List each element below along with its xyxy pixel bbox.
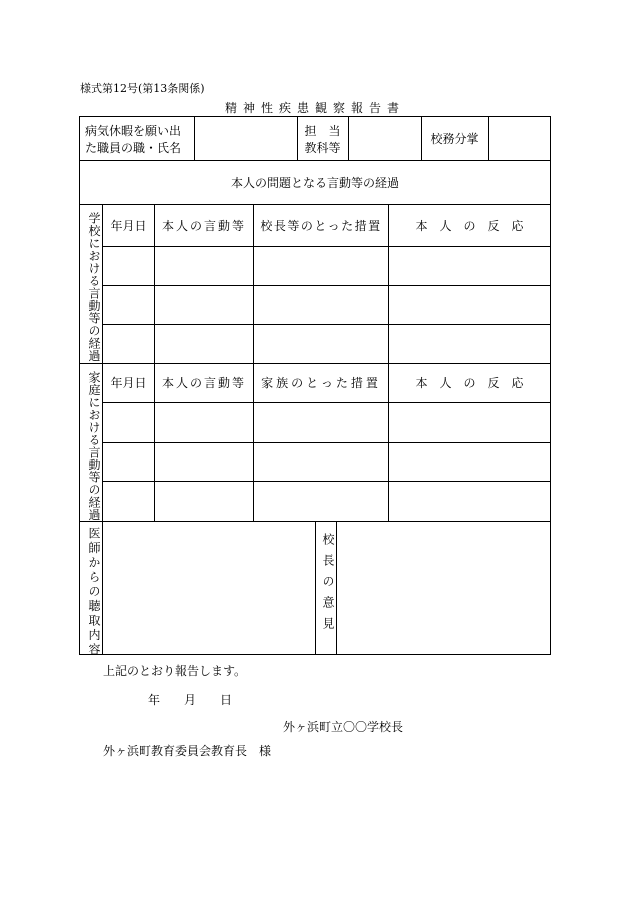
recipient-superintendent: 外ヶ浜町教育委員会教育長 様: [103, 744, 272, 758]
subject-field[interactable]: [349, 118, 420, 159]
school-col-date: 年月日: [110, 218, 147, 233]
home-col-behavior: 本人の言動等: [161, 376, 246, 390]
home-col-date: 年月日: [110, 376, 147, 390]
report-statement: 上記のとおり報告します。: [103, 664, 247, 678]
school-col-behavior: 本人の言動等: [161, 218, 246, 233]
doctor-interview-label: 医師からの聴取内容: [87, 527, 101, 658]
duty-field[interactable]: [489, 118, 549, 159]
school-col-reaction: 本 人 の 反 応: [415, 218, 524, 233]
employee-name-field[interactable]: [195, 118, 296, 159]
report-date-line: 年 月 日: [148, 693, 233, 707]
report-form-table: [79, 116, 551, 658]
school-section-label: 学校における言動等の経過: [87, 212, 101, 362]
employee-name-label: 病気休暇を願い出 た職員の職・氏名: [85, 123, 182, 155]
subject-label: 担 当 教科等: [304, 123, 341, 155]
form-number-label: 様式第12号(第13条関係): [80, 82, 205, 95]
doctor-interview-field[interactable]: [103, 522, 314, 653]
document-title: 精神性疾患観察報告書: [224, 101, 405, 115]
home-col-family-action: 家族のとった措置: [261, 376, 381, 390]
school-col-principal-action: 校長等のとった措置: [260, 218, 382, 233]
progress-section-heading: 本人の問題となる言動等の経過: [230, 175, 399, 190]
principal-opinion-label: 校長の意見: [321, 533, 335, 638]
home-col-reaction: 本 人 の 反 応: [415, 376, 524, 390]
principal-opinion-field[interactable]: [337, 522, 549, 653]
duty-label: 校務分掌: [430, 131, 479, 146]
home-section-label: 家庭における言動等の経過: [87, 371, 101, 521]
sender-principal: 外ヶ浜町立〇〇学校長: [283, 720, 404, 734]
